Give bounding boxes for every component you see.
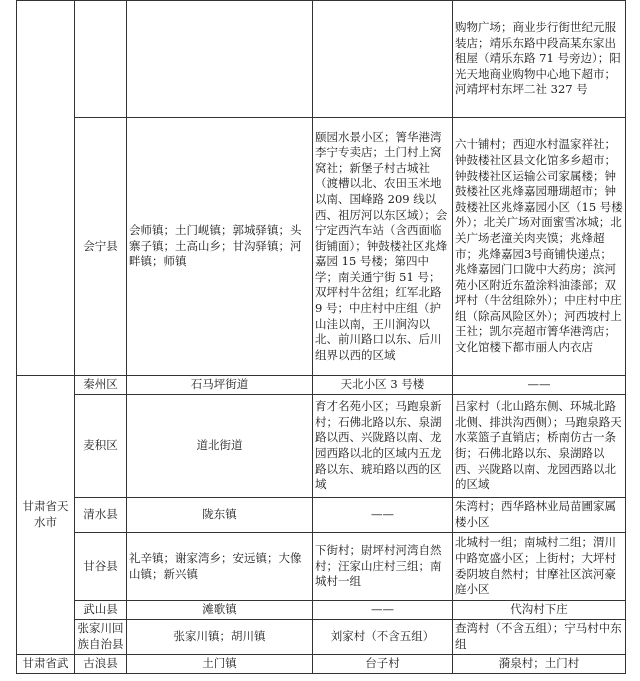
county-cell: 古浪县	[75, 655, 127, 674]
province-cell: 甘肃省武	[17, 655, 75, 674]
high-risk-cell: 下街村；尉坪村河湾自然村；汪家山庄村三组；南城村一组	[313, 533, 453, 601]
town-cell: 石马坪街道	[127, 376, 313, 395]
table-row	[17, 395, 626, 498]
county-cell: 会宁县	[75, 118, 127, 376]
high-risk-cell: 育才名苑小区；马跑泉新村；石佛北路以东、泉湖路以西、兴陇路以南、龙园西路以北的区域内五龙路以东、琥珀路以西的区域	[313, 395, 453, 498]
town-cell: 礼辛镇；谢家湾乡；安远镇；大像山镇；新兴镇	[127, 533, 313, 601]
county-cell	[75, 1, 127, 118]
province-cell: 甘肃省天水市	[17, 376, 75, 655]
high-risk-cell: ——	[313, 498, 453, 533]
low-risk-cell: 朱湾村；西华路林业局苗圃家属楼小区	[453, 498, 626, 533]
table-row	[17, 655, 626, 674]
table-row	[17, 533, 626, 601]
county-cell: 麦积区	[75, 395, 127, 498]
risk-area-table	[16, 0, 626, 674]
low-risk-cell: 查湾村（不含五组）；宁马村中东组	[453, 620, 626, 655]
table-row	[17, 498, 626, 533]
town-cell: 滩歌镇	[127, 601, 313, 620]
province-cell-blank	[17, 1, 75, 376]
county-cell: 甘谷县	[75, 533, 127, 601]
table-row	[17, 601, 626, 620]
low-risk-cell: 购物广场；商业步行街世纪元服装店；靖乐东路中段高某东家出租屋（靖乐东路 71 号旁边）；阳光天地商业购物中心地下超市；河靖坪村东坪二社 327 号	[453, 1, 626, 118]
low-risk-cell: ——	[453, 376, 626, 395]
county-cell: 武山县	[75, 601, 127, 620]
high-risk-cell: 颐园水景小区；箐华港湾李宁专卖店；土门村上窝窝社；新堡子村古城社（渡槽以北、农田玉米地以南、国峰路 209 线以西、祖厉河以东区域）；会宁定西汽车站（含西面临街铺面）；钟鼓楼社区兆烽嘉园 15 号楼；第四中学；南关通宁街 51 号；双坪村牛岔组；红军北路 9 号；中庄村中庄组（护山洼以南，王川涧沟以北、前川路口以东、后川组界以西的区域	[313, 118, 453, 376]
town-cell: 陇东镇	[127, 498, 313, 533]
low-risk-cell: 北城村一组；南城村二组；渭川中路宽盛小区；上街村；大坪村委阴坡自然村；甘摩社区滨河豪庭小区	[453, 533, 626, 601]
high-risk-cell: 天北小区 3 号楼	[313, 376, 453, 395]
county-cell: 张家川回族自治县	[75, 620, 127, 655]
table-row	[17, 1, 626, 118]
table-row	[17, 118, 626, 376]
low-risk-cell: 吕家村（北山路东侧、环城北路北侧、排洪沟西侧）；马跑泉路天水菜篮子直销店；桥南仿古一条街；石佛北路以东、泉湖路以西、兴陇路以南、龙园西路以北的区域	[453, 395, 626, 498]
high-risk-cell: ——	[313, 601, 453, 620]
low-risk-cell: 六十铺村；西迎水村温家祥社；钟鼓楼社区县文化馆多乡超市；钟鼓楼社区运输公司家属楼；钟鼓楼社区兆烽嘉园珊瑚超市；钟鼓楼社区兆烽嘉园小区（15 号楼外）；北关广场对面蜜雪冰城；北关广场老潼关肉夹馍；兆烽超市；兆烽嘉园3号商铺快递点；兆烽嘉园门口陇中大药房；滨河苑小区附近东盈涂料油漆部；双坪村（牛岔组除外）；中庄村中庄组（除高风险区外）；河西坡村上王社；凯尔亮超市箐华港湾店；文化馆楼下都市丽人内衣店	[453, 118, 626, 376]
town-cell: 土门镇	[127, 655, 313, 674]
high-risk-cell	[313, 1, 453, 118]
county-cell: 秦州区	[75, 376, 127, 395]
high-risk-cell: 台子村	[313, 655, 453, 674]
low-risk-cell: 代沟村下庄	[453, 601, 626, 620]
low-risk-cell: 漪泉村；土门村	[453, 655, 626, 674]
table-row	[17, 376, 626, 395]
town-cell	[127, 1, 313, 118]
town-cell: 道北街道	[127, 395, 313, 498]
table-row	[17, 620, 626, 655]
town-cell: 会师镇；土门岘镇；郭城驿镇；头寨子镇；土高山乡；甘沟驿镇；河畔镇；师镇	[127, 118, 313, 376]
county-cell: 清水县	[75, 498, 127, 533]
town-cell: 张家川镇；胡川镇	[127, 620, 313, 655]
high-risk-cell: 刘家村（不含五组）	[313, 620, 453, 655]
